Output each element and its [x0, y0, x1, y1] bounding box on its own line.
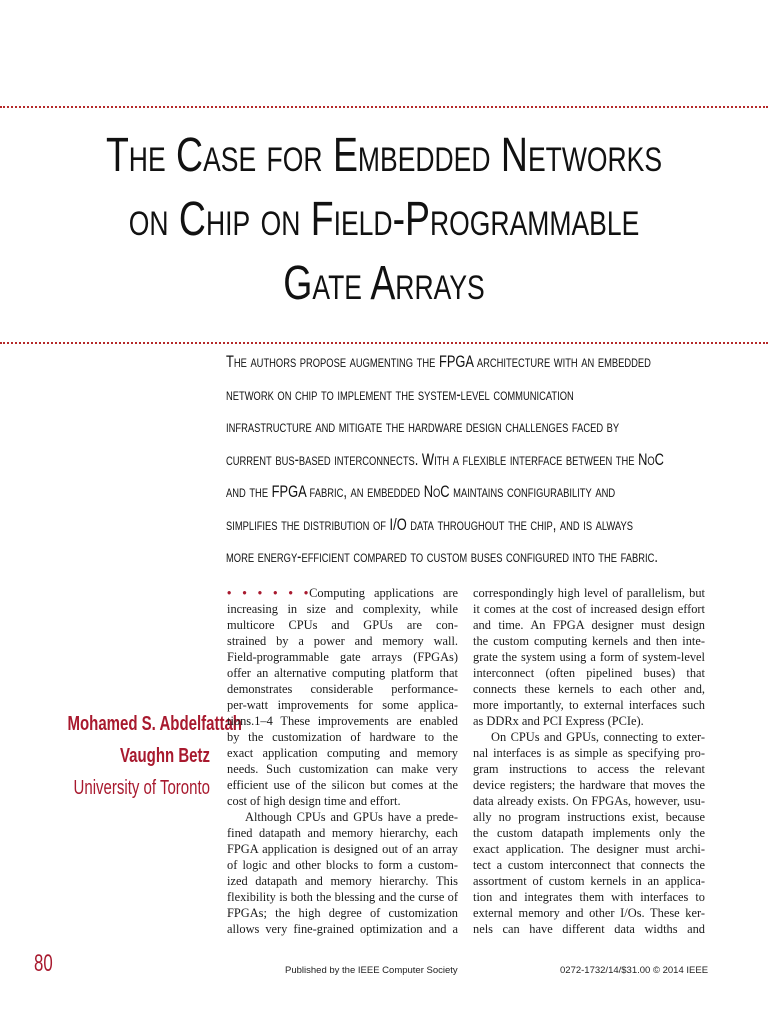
copyright-line: 0272-1732/14/$31.00 © 2014 IEEE: [560, 965, 709, 976]
body-line: by the customization of hardware to the: [227, 730, 458, 744]
body-line: more importantly, to external interfaces such: [473, 698, 705, 712]
body-line: nal interfaces is as simple as specifying pro-: [473, 746, 705, 760]
body-line: demonstrates considerable performance-: [227, 682, 458, 696]
body-line: per-watt improvements for some applica-: [227, 698, 458, 712]
abstract-line: and the FPGA fabric, an embedded NoC maintains configurability and: [226, 483, 616, 501]
body-line: the custom datapath implements only the: [473, 826, 705, 840]
top-dotted-rule: [0, 106, 768, 108]
author-name: Mohamed S. Abdelfattah: [67, 713, 242, 735]
body-line: allows very fine-grained optimization and a: [227, 922, 458, 936]
publisher-line: Published by the IEEE Computer Society: [285, 965, 458, 976]
body-line: fined datapath and memory hierarchy, each: [227, 826, 458, 840]
body-line: • • • • • •Computing applications are: [227, 586, 458, 600]
article-title: [84, 124, 683, 316]
body-line: On CPUs and GPUs, connecting to exter-: [491, 730, 705, 744]
abstract-line: current bus-based interconnects. With a flexible interface between the NoC: [226, 450, 664, 469]
abstract-line: infrastructure and mitigate the hardware design challenges faced by: [226, 418, 620, 436]
body-column-right: [473, 585, 705, 937]
body-line: and time. An FPGA designer must design: [473, 618, 705, 632]
body-line: multicore CPUs and GPUs are con-: [227, 618, 458, 632]
author-block: [20, 708, 242, 804]
body-column-left: [227, 585, 458, 937]
body-line: the custom computing kernels and then inte-: [473, 634, 705, 648]
body-line: correspondingly high level of parallelism, but: [473, 586, 705, 600]
body-line: connects these kernels to each other and,: [473, 682, 705, 696]
body-line: cost of high design time and effort.: [227, 794, 401, 808]
body-line: grate the system using a form of system-level: [473, 650, 705, 664]
body-line: device registers; the hardware that moves the: [473, 778, 705, 792]
title-line: Gate Arrays: [283, 257, 485, 310]
body-line: offer an alternative computing platform that: [227, 666, 458, 680]
body-line: external memory and other I/Os. These ker-: [473, 906, 705, 920]
abstract-line: simplifies the distribution of I/O data throughout the chip, and is always: [226, 515, 633, 534]
body-line: nels can have different data widths and: [473, 922, 705, 936]
body-line: tion and integrates them with interfaces to: [473, 890, 705, 904]
abstract-line: The authors propose augmenting the FPGA architecture with an embedded: [226, 353, 651, 371]
abstract-line: more energy-efficient compared to custom buses configured into the fabric.: [226, 548, 658, 566]
body-line: Field-programmable gate arrays (FPGAs): [227, 650, 458, 664]
body-line: Although CPUs and GPUs have a prede-: [245, 810, 458, 824]
body-line: tions.1–4 These improvements are enabled: [227, 714, 458, 728]
body-line: ized datapath and memory hierarchy. This: [227, 874, 458, 888]
body-line: exact application. The designer must archi-: [473, 842, 705, 856]
body-line: of logic and other blocks to form a custom-: [227, 858, 458, 872]
body-line: gram instructions to access the relevant: [473, 762, 705, 776]
body-line: ally no program instructions exist, because: [473, 810, 705, 824]
body-line: efficient use of the silicon but comes at the: [227, 778, 458, 792]
author-affiliation: University of Toronto: [73, 777, 210, 799]
abstract-line: network on chip to implement the system-level communication: [226, 385, 574, 404]
author-name: Vaughn Betz: [119, 745, 210, 767]
body-line: as DDRx and PCI Express (PCIe).: [473, 714, 644, 728]
body-line: data already exists. On FPGAs, however, usu-: [473, 794, 705, 808]
body-line: needs. Such customization can make very: [227, 762, 458, 776]
body-line: it comes at the cost of increased design effort: [473, 602, 705, 616]
body-line: FPGA application is designed out of an array: [227, 842, 458, 856]
section-start-dots: • • • • • •: [227, 586, 310, 600]
body-line: increasing in size and complexity, while: [227, 602, 458, 616]
body-line: tect a custom interconnect that connects the: [473, 858, 705, 872]
body-line: flexibility is both the blessing and the curse of: [227, 890, 458, 904]
title-line: The Case for Embedded Networks: [105, 129, 663, 182]
body-line: strained by a power and memory wall.: [227, 634, 458, 648]
body-line: interconnect (often pipelined buses) that: [473, 666, 705, 680]
body-line: exact application computing and memory: [227, 746, 458, 760]
mid-dotted-rule: [0, 342, 768, 344]
body-line: assortment of custom kernels in an applica-: [473, 874, 705, 888]
body-line: FPGAs; the high degree of customization: [227, 906, 458, 920]
abstract: [226, 346, 694, 574]
page-number: 80: [34, 950, 53, 977]
title-line: on Chip on Field-Programmable: [128, 193, 640, 246]
